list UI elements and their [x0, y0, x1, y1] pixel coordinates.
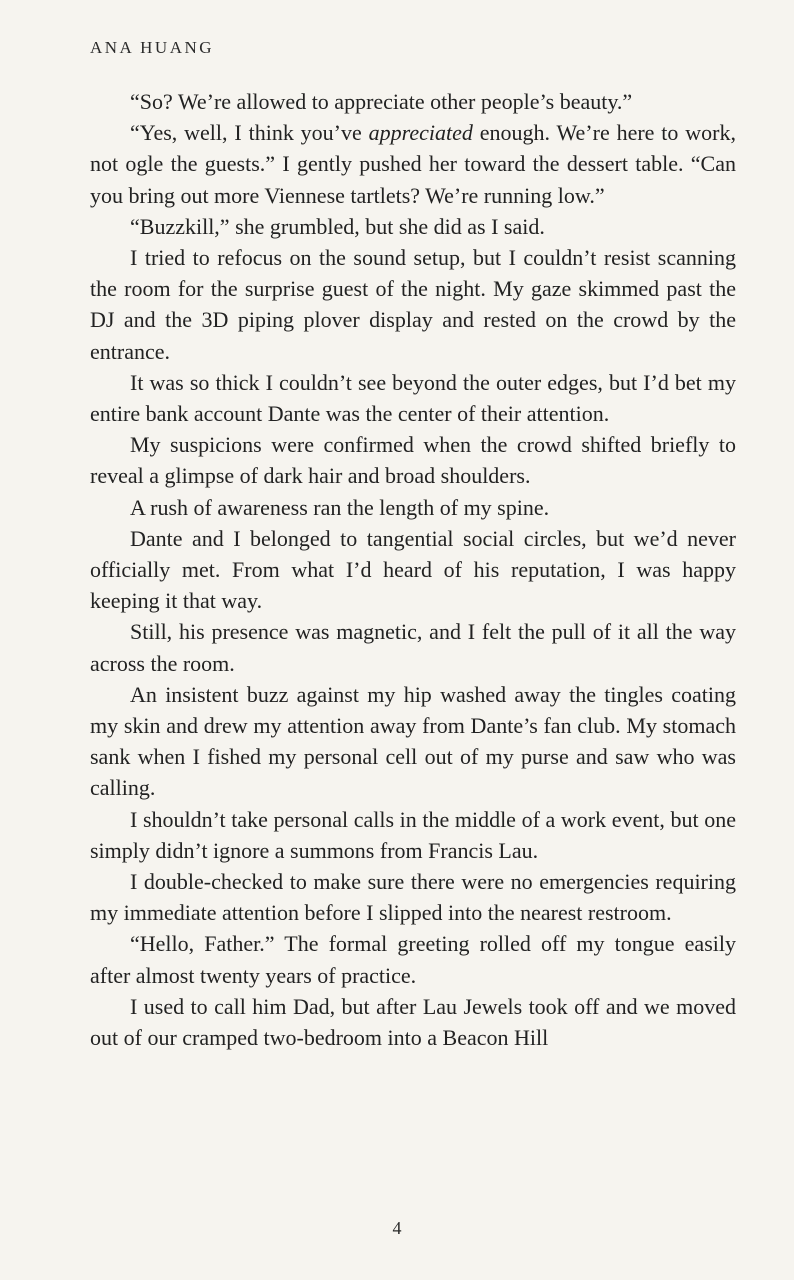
paragraph: It was so thick I couldn’t see beyond the outer edges, but I’d bet my entire bank account Dante was the center of their attention. — [90, 369, 736, 427]
paragraph: “Hello, Father.” The formal greeting rolled off my tongue easily after almost twenty years of practice. — [90, 931, 736, 988]
paragraph: Dante and I belonged to tangential social circles, but we’d never officially met. From what I’d heard of his reputation, I was happy keeping it that way. — [90, 525, 736, 614]
paragraph-text: enough. We’re here to work, not ogle the guests.” I gently pushed her toward the dessert table. “Can you bring out more Viennese tartlets? We’re running low.” — [90, 120, 737, 208]
paragraph: My suspicions were confirmed when the crowd shifted briefly to reveal a glimpse of dark hair and broad shoulders. — [90, 432, 736, 489]
paragraph: “Buzzkill,” she grumbled, but she did as I said. — [130, 213, 545, 239]
paragraph: Still, his presence was magnetic, and I felt the pull of it all the way across the room. — [90, 619, 736, 676]
paragraph: I used to call him Dad, but after Lau Jewels took off and we moved out of our cramped two-bedroom into a Beacon Hill — [90, 993, 736, 1051]
running-head: ANA HUANG — [90, 38, 215, 57]
paragraph: I shouldn’t take personal calls in the middle of a work event, but one simply didn’t ignore a summons from Francis Lau. — [90, 806, 736, 863]
body-text — [90, 86, 736, 1053]
page-number: 4 — [392, 1218, 402, 1238]
paragraph: An insistent buzz against my hip washed away the tingles coating my skin and drew my attention away from Dante’s fan club. My stomach sank when I fished my personal cell out of my purse and saw who was calling. — [90, 681, 736, 801]
paragraph: “So? We’re allowed to appreciate other people’s beauty.” — [130, 89, 633, 114]
paragraph-text: “Yes, well, I think you’ve — [130, 120, 369, 146]
paragraph: I double-checked to make sure there were no emergencies requiring my immediate attention before I slipped into the nearest restroom. — [90, 869, 736, 926]
paragraph — [90, 117, 736, 211]
emphasized-word: appreciated — [368, 120, 473, 146]
paragraph: I tried to refocus on the sound setup, but I couldn’t resist scanning the room for the surprise guest of the night. My gaze skimmed past the DJ and the 3D piping plover display and rested on the crowd by the entrance. — [90, 245, 736, 364]
paragraph: A rush of awareness ran the length of my spine. — [130, 494, 550, 520]
